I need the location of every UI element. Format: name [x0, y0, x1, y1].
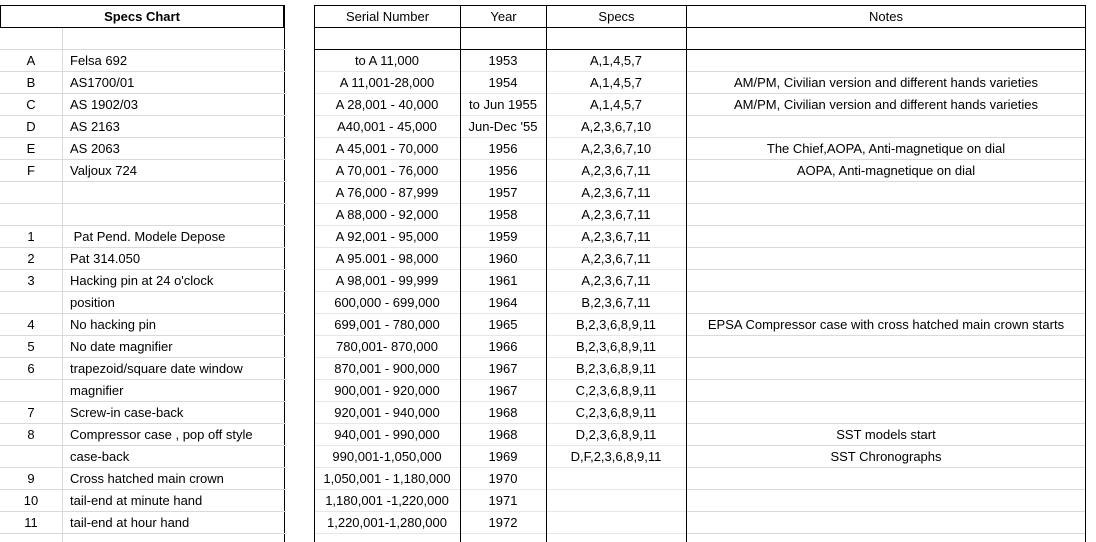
cell-serial: 900,001 - 920,000 — [334, 383, 440, 398]
cell-year: 1971 — [488, 493, 518, 508]
specs-label: AS 1902/03 — [70, 97, 138, 112]
cell-year: 1956 — [488, 163, 518, 178]
specs-key: E — [26, 141, 36, 156]
specs-key: 5 — [27, 339, 35, 354]
specs-label — [70, 204, 284, 226]
header-serial-number: Serial Number — [314, 5, 460, 28]
cell-specs: A,2,3,6,7,11 — [581, 163, 651, 178]
header-specs: Specs — [546, 5, 686, 28]
specs-label: case-back — [70, 449, 130, 464]
specs-chart-row — [0, 336, 286, 358]
cell-specs: A,1,4,5,7 — [589, 53, 643, 68]
cell-notes — [686, 292, 1086, 314]
specs-chart-row — [0, 248, 286, 270]
specs-label: tail-end at minute hand — [70, 493, 203, 508]
cell-year: 1964 — [488, 295, 518, 310]
cell-notes: SST models start — [836, 427, 936, 442]
cell-specs: A,2,3,6,7,11 — [581, 185, 651, 200]
specs-label: Screw-in case-back — [70, 405, 184, 420]
cell-notes: AM/PM, Civilian version and different hands varieties — [734, 97, 1038, 112]
cell-notes — [686, 50, 1086, 72]
cell-serial: A 45,001 - 70,000 — [335, 141, 439, 156]
specs-key: D — [26, 119, 36, 134]
cell-notes — [686, 380, 1086, 402]
specs-chart-row — [0, 226, 286, 248]
specs-label: trapezoid/square date window — [70, 361, 243, 376]
column-border — [1085, 28, 1086, 542]
cell-notes: The Chief,AOPA, Anti-magnetique on dial — [766, 141, 1006, 156]
header-year: Year — [460, 5, 546, 28]
cell-specs: A,2,3,6,7,11 — [581, 273, 651, 288]
specs-key — [0, 446, 62, 468]
specs-key — [0, 182, 62, 204]
cell-serial: 1,050,001 - 1,180,000 — [323, 471, 451, 486]
specs-label: tail-end at hour hand — [70, 515, 190, 530]
specs-chart-row — [0, 182, 286, 204]
cell-year: 1956 — [488, 141, 518, 156]
specs-chart-row — [0, 380, 286, 402]
specs-key: 4 — [27, 317, 35, 332]
specs-label: Felsa 692 — [70, 53, 128, 68]
specs-key: F — [27, 163, 35, 178]
cell-notes — [686, 182, 1086, 204]
cell-specs — [546, 512, 686, 534]
cell-notes — [686, 248, 1086, 270]
cell-serial: A 76,000 - 87,999 — [335, 185, 439, 200]
cell-year: 1970 — [488, 471, 518, 486]
specs-key: 6 — [27, 361, 35, 376]
specs-chart-row — [0, 160, 286, 182]
cell-notes — [686, 512, 1086, 534]
specs-key: A — [26, 53, 36, 68]
cell-notes — [686, 226, 1086, 248]
column-border — [460, 28, 461, 542]
cell-year: 1960 — [488, 251, 518, 266]
cell-serial: A 88,000 - 92,000 — [335, 207, 439, 222]
cell-notes — [686, 336, 1086, 358]
specs-key: 11 — [24, 515, 38, 530]
specs-chart — [0, 0, 286, 542]
specs-label: Compressor case , pop off style — [70, 427, 253, 442]
cell-specs: B,2,3,6,8,9,11 — [576, 317, 656, 332]
cell-specs — [546, 490, 686, 512]
cell-notes: AM/PM, Civilian version and different hands varieties — [734, 75, 1038, 90]
cell-year: Jun-Dec '55 — [468, 119, 538, 134]
column-border — [314, 28, 315, 542]
cell-specs: A,2,3,6,7,10 — [580, 141, 652, 156]
cell-year: 1954 — [488, 75, 518, 90]
cell-specs: C,2,3,6,8,9,11 — [575, 405, 657, 420]
cell-serial: A 95.001 - 98,000 — [335, 251, 439, 266]
specs-key: 7 — [27, 405, 35, 420]
cell-serial: A 28,001 - 40,000 — [335, 97, 439, 112]
cell-specs: A,2,3,6,7,11 — [581, 251, 651, 266]
specs-chart-row — [0, 314, 286, 336]
specs-label: AS 2163 — [70, 119, 120, 134]
specs-chart-row — [0, 358, 286, 380]
specs-chart-row — [0, 512, 286, 534]
specs-chart-row — [0, 72, 286, 94]
specs-chart-title: Specs Chart — [0, 5, 284, 28]
cell-notes — [686, 468, 1086, 490]
cell-year: 1972 — [488, 515, 518, 530]
cell-serial: A 11,001-28,000 — [339, 75, 435, 90]
cell-year: 1967 — [488, 361, 518, 376]
specs-key: 9 — [27, 471, 35, 486]
cell-year: to Jun 1955 — [469, 97, 537, 112]
cell-year: 1968 — [488, 405, 518, 420]
cell-year: 1968 — [488, 427, 518, 442]
cell-notes: SST Chronographs — [830, 449, 942, 464]
cell-year: 1953 — [488, 53, 518, 68]
cell-year: 1961 — [488, 273, 518, 288]
specs-key — [0, 204, 62, 226]
cell-year: 1965 — [488, 317, 518, 332]
specs-chart-row — [0, 490, 286, 512]
specs-label: position — [70, 295, 115, 310]
specs-chart-row — [0, 138, 286, 160]
specs-chart-row — [0, 424, 286, 446]
cell-specs: D,F,2,3,6,8,9,11 — [570, 449, 662, 464]
specs-label: Hacking pin at 24 o'clock — [70, 273, 214, 288]
specs-key: C — [26, 97, 36, 112]
cell-notes — [686, 490, 1086, 512]
specs-label: No hacking pin — [70, 317, 156, 332]
specs-chart-row — [0, 116, 286, 138]
specs-key: 8 — [27, 427, 35, 442]
cell-notes — [686, 358, 1086, 380]
specs-label: Pat Pend. Modele Depose — [70, 229, 226, 244]
cell-specs: A,2,3,6,7,11 — [581, 229, 651, 244]
cell-specs — [546, 468, 686, 490]
specs-chart-row — [0, 468, 286, 490]
cell-specs: D,2,3,6,8,9,11 — [575, 427, 657, 442]
header-notes: Notes — [686, 5, 1086, 28]
specs-key: B — [26, 75, 36, 90]
specs-key — [0, 380, 62, 402]
cell-specs: A,1,4,5,7 — [589, 97, 643, 112]
specs-label: magnifier — [70, 383, 124, 398]
specs-label: Pat 314.050 — [70, 251, 141, 266]
specs-label: Cross hatched main crown — [70, 471, 224, 486]
row-gridline — [314, 533, 686, 534]
specs-label — [70, 182, 284, 204]
cell-notes — [686, 402, 1086, 424]
specs-chart-row — [0, 402, 286, 424]
cell-specs: B,2,3,6,8,9,11 — [576, 339, 656, 354]
cell-serial: 1,220,001-1,280,000 — [327, 515, 447, 530]
cell-serial: 780,001- 870,000 — [336, 339, 438, 354]
cell-year: 1969 — [488, 449, 518, 464]
specs-key: 10 — [23, 493, 39, 508]
cell-serial: 940,001 - 990,000 — [334, 427, 440, 442]
cell-specs: C,2,3,6,8,9,11 — [575, 383, 657, 398]
cell-notes: EPSA Compressor case with cross hatched main crown starts — [707, 317, 1065, 332]
cell-specs: B,2,3,6,8,9,11 — [576, 361, 656, 376]
specs-label: AS1700/01 — [70, 75, 135, 90]
cell-year: 1958 — [488, 207, 518, 222]
cell-serial: A 92,001 - 95,000 — [335, 229, 439, 244]
column-border — [546, 28, 547, 542]
cell-notes: AOPA, Anti-magnetique on dial — [796, 163, 976, 178]
cell-serial: 870,001 - 900,000 — [334, 361, 440, 376]
specs-chart-row — [0, 292, 286, 314]
specs-chart-row — [0, 204, 286, 226]
specs-chart-row — [0, 94, 286, 116]
cell-serial: to A 11,000 — [354, 53, 420, 68]
cell-serial: A40,001 - 45,000 — [337, 119, 437, 134]
cell-serial: 990,001-1,050,000 — [332, 449, 442, 464]
cell-year: 1967 — [488, 383, 518, 398]
cell-specs: A,2,3,6,7,11 — [581, 207, 651, 222]
cell-year: 1966 — [488, 339, 518, 354]
cell-year: 1957 — [488, 185, 518, 200]
serial-table — [314, 0, 1096, 542]
specs-key — [0, 292, 62, 314]
specs-label: No date magnifier — [70, 339, 173, 354]
specs-chart-spacer-row — [0, 28, 286, 50]
specs-label: AS 2063 — [70, 141, 120, 156]
notes-gridline — [686, 533, 1086, 534]
specs-chart-row — [0, 270, 286, 292]
cell-notes — [686, 270, 1086, 292]
cell-notes — [686, 204, 1086, 226]
cell-year: 1959 — [488, 229, 518, 244]
specs-key: 2 — [27, 251, 35, 266]
specs-chart-row — [0, 446, 286, 468]
cell-serial: 1,180,001 -1,220,000 — [325, 493, 449, 508]
cell-serial: 920,001 - 940,000 — [334, 405, 440, 420]
column-border — [686, 28, 687, 542]
cell-notes — [686, 116, 1086, 138]
specs-label: Valjoux 724 — [70, 163, 137, 178]
cell-specs: B,2,3,6,7,11 — [581, 295, 651, 310]
cell-serial: 600,000 - 699,000 — [334, 295, 440, 310]
specs-chart-row — [0, 50, 286, 72]
cell-serial: A 70,001 - 76,000 — [335, 163, 439, 178]
cell-serial: 699,001 - 780,000 — [334, 317, 440, 332]
cell-specs: A,1,4,5,7 — [589, 75, 643, 90]
cell-specs: A,2,3,6,7,10 — [580, 119, 652, 134]
specs-key: 1 — [27, 229, 35, 244]
specs-key: 3 — [27, 273, 35, 288]
cell-serial: A 98,001 - 99,999 — [335, 273, 439, 288]
